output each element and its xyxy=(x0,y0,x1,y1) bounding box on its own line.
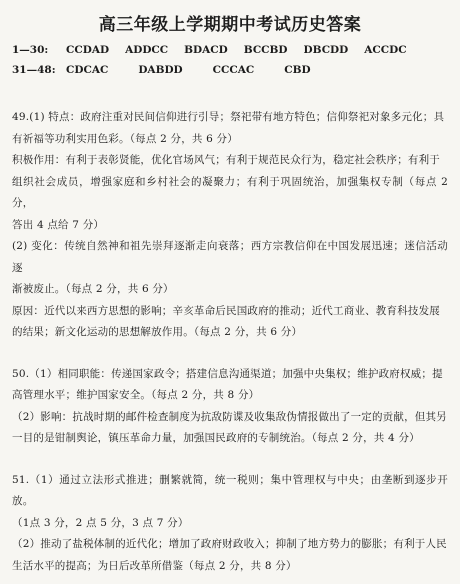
answer-group: DABDD xyxy=(138,64,183,76)
answer-group: CBD xyxy=(284,64,311,76)
answer-line: 的结果；新文化运动的思想解放作用。（每点 2 分，共 6 分） xyxy=(12,326,303,338)
answer-line: 生活水平的提高；为日后改革所借鉴（每点 2 分，共 8 分） xyxy=(12,559,297,572)
answer-line: 答出 4 点给 7 分） xyxy=(12,218,105,231)
answer-line: （2）影响：抗战时期的邮件检查制度为抗敌防谍及收集敌伪情报做出了一定的贡献，但其另 xyxy=(12,410,447,423)
answer-group: ADDCC xyxy=(125,44,169,56)
answer-line: 51.（1）通过立法形式推进；删繁就简，统一税则；集中管理权与中央；由垄断到逐步开放。 xyxy=(12,473,448,507)
answer-line: 组织社会成员，增强家庭和乡村社会的凝聚力；有利于巩固统治，加强集权专制（每点 2 分， xyxy=(12,175,448,209)
question-49-answer xyxy=(12,107,448,344)
answer-line: 50.（1）相同职能：传递国家政令；搭建信息沟通渠道；加强中央集权；维护政府权威；提 xyxy=(12,367,443,380)
answer-line: (2) 变化：传统自然神和祖先崇拜逐渐走向衰落；西方宗教信仰在中国发展迅速；迷信活动逐 xyxy=(12,240,448,274)
answer-group: CCDAD xyxy=(66,44,110,56)
answer-group: ACCDC xyxy=(364,44,407,56)
answer-line: 原因：近代以来西方思想的影响；辛亥革命后民国政府的推动；近代工商业、教育科技发展 xyxy=(12,304,440,317)
answer-line: 49.(1) 特点：政府注重对民间信仰进行引导；祭祀带有地方特色；信仰祭祀对象多元化；具 xyxy=(12,111,445,123)
answer-line: 高管理水平；维护国家安全。（每点 2 分，共 8 分） xyxy=(12,389,260,401)
answer-row-1-30 xyxy=(12,43,448,57)
answer-range-label: 31—48: xyxy=(12,64,56,76)
answer-line: （1点 3 分，2 点 5 分，3 点 7 分） xyxy=(12,516,189,529)
answer-group: CDCAC xyxy=(66,64,109,76)
answer-group: BDACD xyxy=(184,44,228,56)
question-50-answer xyxy=(12,364,448,450)
answer-group: BCCBD xyxy=(243,44,288,56)
answer-group: CCCAC xyxy=(212,64,255,76)
answer-row-31-48 xyxy=(12,63,448,77)
answer-line: 一目的是钳制舆论，镇压革命力量，加强国民政府的专制统治。（每点 2 分，共 4 分） xyxy=(12,432,420,444)
answer-line: 有祈福等功利实用色彩。（每点 2 分，共 6 分） xyxy=(12,132,238,145)
answer-line: 渐被废止。（每点 2 分，共 6 分） xyxy=(12,283,174,295)
answer-range-label: 1—30: xyxy=(12,44,49,56)
page-title: 高三年级上学期期中考试历史答案 xyxy=(98,15,362,35)
question-51-answer xyxy=(12,470,448,578)
answer-group: DBCDD xyxy=(303,44,349,56)
answer-line: 积极作用：有利于表彰贤能，优化官场风气；有利于规范民众行为，稳定社会秩序；有利于 xyxy=(12,154,440,166)
answer-line: （2）推动了盐税体制的近代化；增加了政府财政收入；抑制了地方势力的膨胀；有利于人民 xyxy=(12,538,447,550)
